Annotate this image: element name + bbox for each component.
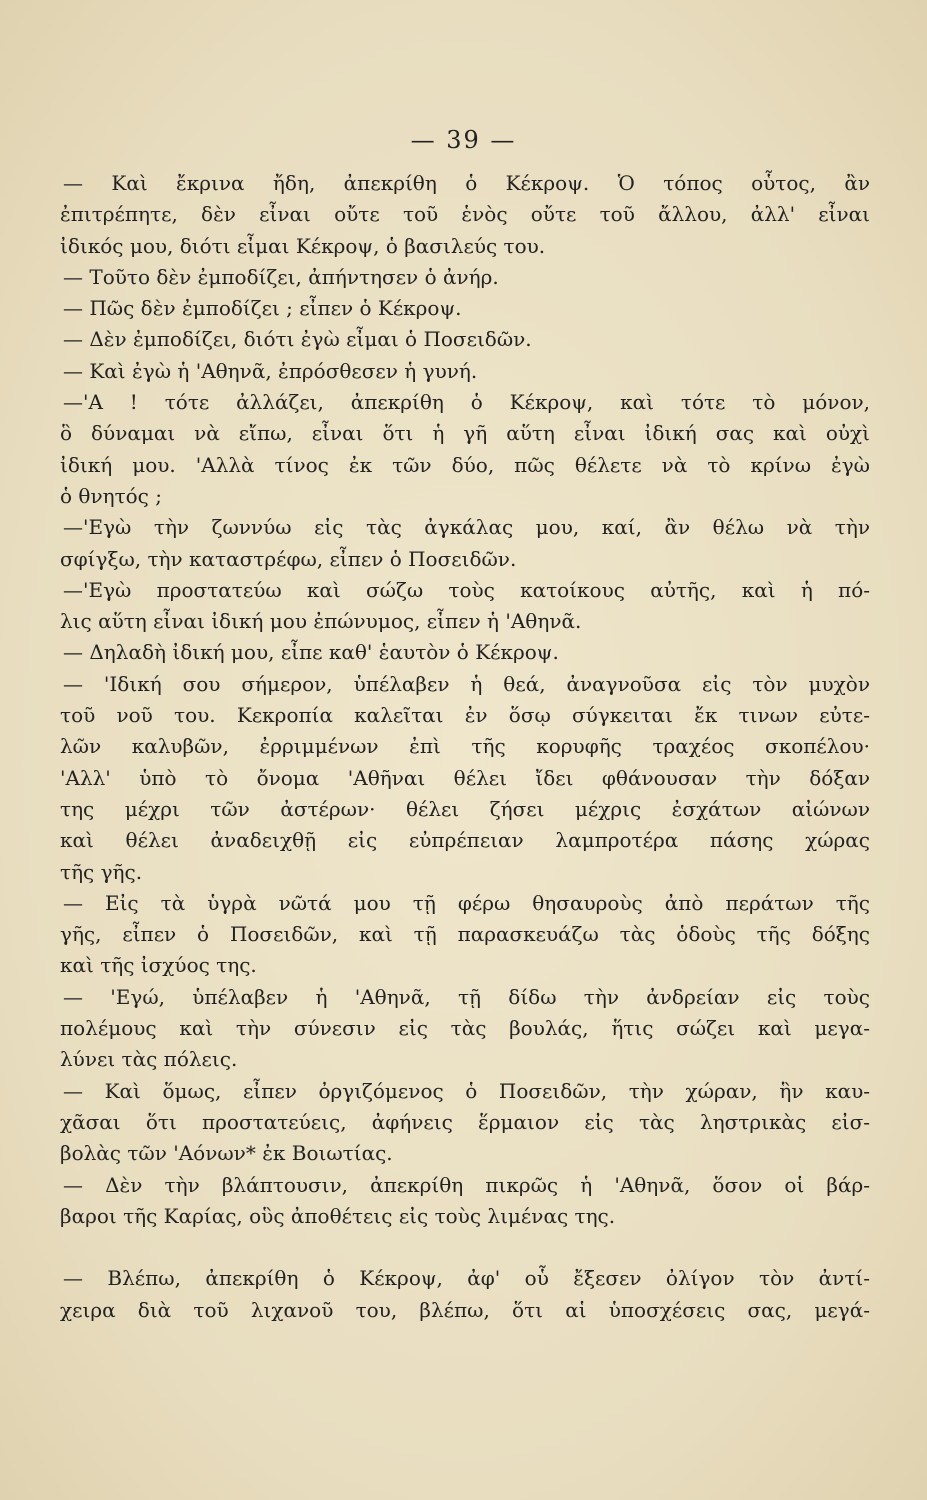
text-line: — Βλέπω, ἀπεκρίθη ὁ Κέκροψ, ἀφ' οὗ ἔξεσεν ὀλίγον τὸν ἀντί- xyxy=(63,1266,870,1291)
text-line: καὶ θέλει ἀναδειχθῇ εἰς εὐπρέπειαν λαμπροτέρα πάσης χώρας xyxy=(60,828,870,853)
text-line: ἐπιτρέπητε, δὲν εἶναι οὔτε τοῦ ἑνὸς οὔτε τοῦ ἄλλου, ἀλλ' εἶναι xyxy=(60,202,870,227)
text-line: ἰδικός μου, διότι εἶμαι Κέκροψ, ὁ βασιλεύς του. xyxy=(60,233,546,258)
text-line: — Καὶ ὅμως, εἶπεν ὀργιζόμενος ὁ Ποσειδῶν, τὴν χώραν, ἣν καυ- xyxy=(63,1078,870,1103)
text-body xyxy=(60,168,870,1326)
text-line: — Τοῦτο δὲν ἐμποδίζει, ἀπήντησεν ὁ ἀνήρ. xyxy=(63,264,499,289)
text-line: ἰδική μου. 'Αλλὰ τίνος ἐκ τῶν δύο, πῶς θέλετε νὰ τὸ κρίνω ἐγὼ xyxy=(60,452,870,477)
text-line: πολέμους καὶ τὴν σύνεσιν εἰς τὰς βουλάς, ἥτις σώζει καὶ μεγα- xyxy=(60,1016,870,1041)
text-line: ὃ δύναμαι νὰ εἴπω, εἶναι ὅτι ἡ γῆ αὕτη εἶναι ἰδική σας καὶ οὐχὶ xyxy=(60,421,870,446)
text-line: χειρα διὰ τοῦ λιχανοῦ του, βλέπω, ὅτι αἱ ὑποσχέσεις σας, μεγά- xyxy=(60,1297,870,1322)
text-line: λις αὕτη εἶναι ἰδική μου ἐπώνυμος, εἶπεν ἡ 'Αθηνᾶ. xyxy=(60,609,582,634)
text-line: γῆς, εἶπεν ὁ Ποσειδῶν, καὶ τῇ παρασκευάζω τὰς ὁδοὺς τῆς δόξης xyxy=(60,922,870,947)
text-line: — 'Ιδική σου σήμερον, ὑπέλαβεν ἡ θεά, ἀναγνοῦσα εἰς τὸν μυχὸν xyxy=(63,671,870,696)
text-line: — Δὲν τὴν βλάπτουσιν, ἀπεκρίθη πικρῶς ἡ 'Αθηνᾶ, ὅσον οἱ βάρ- xyxy=(63,1172,870,1197)
text-line: —'Εγὼ προστατεύω καὶ σώζω τοὺς κατοίκους αὐτῆς, καὶ ἡ πό- xyxy=(63,577,870,602)
text-line: —'Α ! τότε ἀλλάζει, ἀπεκρίθη ὁ Κέκροψ, καὶ τότε τὸ μόνον, xyxy=(63,390,870,415)
text-line: — Καὶ ἔκρινα ἤδη, ἀπεκρίθη ὁ Κέκροψ. Ὁ τόπος οὗτος, ἂν xyxy=(63,171,870,195)
text-line: σφίγξω, τὴν καταστρέφω, εἶπεν ὁ Ποσειδῶν. xyxy=(60,546,517,571)
text-line: 'Αλλ' ὑπὸ τὸ ὄνομα 'Αθῆναι θέλει ἴδει φθάνουσαν τὴν δόξαν xyxy=(60,765,870,790)
text-line: βαροι τῆς Καρίας, οὓς ἀποθέτεις εἰς τοὺς λιμένας της. xyxy=(60,1203,616,1228)
text-line: λῶν καλυβῶν, ἐρριμμένων ἐπὶ τῆς κορυφῆς τραχέος σκοπέλου· xyxy=(60,734,870,759)
text-line: — Εἰς τὰ ὑγρὰ νῶτά μου τῇ φέρω θησαυροὺς ἀπὸ περάτων τῆς xyxy=(63,890,870,915)
text-line: τοῦ νοῦ του. Κεκροπία καλεῖται ἐν ὅσῳ σύγκειται ἔκ τινων εὐτε- xyxy=(60,703,870,728)
text-line: — Δὲν ἐμποδίζει, διότι ἐγὼ εἶμαι ὁ Ποσειδῶν. xyxy=(63,327,532,352)
text-line: — Καὶ ἐγὼ ἡ 'Αθηνᾶ, ἐπρόσθεσεν ἡ γυνή. xyxy=(63,358,478,383)
blank-line xyxy=(60,1232,870,1263)
text-line: —'Εγὼ τὴν ζωννύω εἰς τὰς ἀγκάλας μου, καί, ἂν θέλω νὰ τὴν xyxy=(63,515,870,540)
text-line: — Πῶς δὲν ἐμποδίζει ; εἶπεν ὁ Κέκροψ. xyxy=(63,296,462,321)
text-line: βολὰς τῶν 'Αόνων* ἐκ Βοιωτίας. xyxy=(60,1141,393,1166)
text-line: — 'Εγώ, ὑπέλαβεν ἡ 'Αθηνᾶ, τῇ δίδω τὴν ἀνδρείαν εἰς τοὺς xyxy=(63,984,870,1009)
text-line: — Δηλαδὴ ἰδική μου, εἶπε καθ' ἑαυτὸν ὁ Κέκροψ. xyxy=(63,640,559,665)
text-line: καὶ τῆς ἰσχύος της. xyxy=(60,953,257,978)
text-line: ὁ θνητός ; xyxy=(60,483,162,508)
page-number: — 39 — xyxy=(410,126,517,154)
text-line: λύνει τὰς πόλεις. xyxy=(60,1047,238,1072)
text-line: τῆς γῆς. xyxy=(60,859,143,884)
text-line: της μέχρι τῶν ἀστέρων· θέλει ζήσει μέχρις ἐσχάτων αἰώνων xyxy=(60,796,870,821)
text-line: χᾶσαι ὅτι προστατεύεις, ἀφήνεις ἕρμαιον εἰς τὰς ληστρικὰς εἰσ- xyxy=(60,1109,870,1134)
